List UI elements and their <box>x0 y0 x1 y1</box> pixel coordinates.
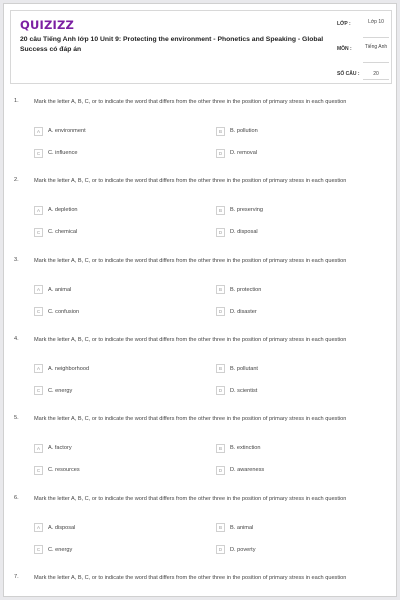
question-number: 6. <box>14 494 19 501</box>
option-letter-box[interactable]: C <box>34 149 43 158</box>
question-text: Mark the letter A, B, C, or to indicate the word that differs from the other three in the position of primary stress in each question <box>34 99 347 105</box>
answer-option[interactable] <box>34 523 75 533</box>
count-underline <box>363 79 389 80</box>
answer-option[interactable] <box>216 148 257 158</box>
option-text: B. pollutant <box>230 365 258 372</box>
question-item <box>4 574 397 597</box>
option-letter-box[interactable]: B <box>216 444 225 453</box>
answer-option[interactable] <box>216 386 257 396</box>
option-text: A. environment <box>48 128 86 134</box>
option-text: D. disaster <box>230 308 257 315</box>
question-item <box>4 336 397 416</box>
option-letter-box[interactable]: D <box>216 545 225 554</box>
answer-option[interactable] <box>34 148 78 158</box>
question-number: 7. <box>14 573 19 580</box>
answer-option[interactable] <box>216 307 257 317</box>
option-text: D. awareness <box>230 467 265 474</box>
option-text: C. energy <box>48 387 73 394</box>
question-number: 2. <box>14 177 19 184</box>
question-text: Mark the letter A, B, C, or to indicate the word that differs from the other three in the position of primary stress in each question <box>34 416 347 423</box>
option-text: D. disposal <box>230 229 258 236</box>
subject-underline <box>363 62 389 63</box>
option-letter-box[interactable]: C <box>34 466 43 475</box>
worksheet-title: 20 câu Tiếng Anh lớp 10 Unit 9: Protecting the environment - Phonetics and Speaking - Global Success có đáp án <box>20 36 324 53</box>
option-letter-box[interactable]: B <box>216 127 225 136</box>
answer-option[interactable] <box>34 205 78 215</box>
quizizz-logo[interactable]: QUIZIZZ <box>20 18 75 32</box>
option-text: A. factory <box>48 445 72 452</box>
class-value: Lớp 10 <box>368 19 384 25</box>
answer-option[interactable] <box>34 545 72 555</box>
option-text: A. depletion <box>48 207 78 214</box>
option-letter-box[interactable]: B <box>216 364 225 373</box>
count-value: 20 <box>373 71 379 77</box>
question-number: 5. <box>14 415 19 422</box>
option-letter-box[interactable]: B <box>216 523 225 532</box>
option-text: C. energy <box>48 546 73 553</box>
worksheet-page <box>3 3 397 597</box>
answer-option[interactable] <box>216 545 256 555</box>
question-text: Mark the letter A, B, C, or to indicate the word that differs from the other three in the position of primary stress in each question <box>34 257 347 264</box>
option-text: B. protection <box>230 286 262 293</box>
question-item <box>4 98 397 178</box>
option-letter-box[interactable]: A <box>34 127 43 136</box>
question-number: 1. <box>14 98 19 104</box>
option-text: D. scientist <box>230 387 258 394</box>
option-text: B. preserving <box>230 207 263 214</box>
option-letter-box[interactable]: A <box>34 206 43 215</box>
question-item <box>4 495 397 575</box>
option-letter-box[interactable]: B <box>216 285 225 294</box>
option-text: B. pollution <box>230 128 258 134</box>
question-text: Mark the letter A, B, C, or to indicate the word that differs from the other three in the position of primary stress in each question <box>34 178 347 185</box>
answer-option[interactable] <box>216 227 258 237</box>
option-letter-box[interactable]: C <box>34 386 43 395</box>
question-item <box>4 415 397 495</box>
option-text: C. chemical <box>48 229 78 236</box>
option-letter-box[interactable]: C <box>34 545 43 554</box>
option-letter-box[interactable]: D <box>216 466 225 475</box>
option-letter-box[interactable]: A <box>34 444 43 453</box>
subject-label: MÔN : <box>337 46 352 52</box>
answer-option[interactable] <box>216 285 261 295</box>
option-text: C. influence <box>48 150 78 156</box>
answer-option[interactable] <box>34 227 77 237</box>
question-text: Mark the letter A, B, C, or to indicate the word that differs from the other three in the position of primary stress in each question <box>34 336 347 343</box>
option-letter-box[interactable]: B <box>216 206 225 215</box>
answer-option[interactable] <box>34 465 80 475</box>
option-text: A. disposal <box>48 524 76 531</box>
answer-option[interactable] <box>34 443 72 453</box>
option-text: C. confusion <box>48 308 80 315</box>
question-text: Mark the letter A, B, C, or to indicate the word that differs from the other three in the position of primary stress in each question <box>34 495 347 502</box>
option-text: D. removal <box>230 150 258 156</box>
option-letter-box[interactable]: D <box>216 307 225 316</box>
question-number: 3. <box>14 256 19 263</box>
option-letter-box[interactable]: C <box>34 307 43 316</box>
answer-option[interactable] <box>34 386 72 396</box>
question-number: 4. <box>14 335 19 342</box>
option-text: B. extinction <box>230 445 261 452</box>
answer-option[interactable] <box>216 465 264 475</box>
answer-option[interactable] <box>216 523 253 533</box>
answer-option[interactable] <box>34 285 71 295</box>
option-letter-box[interactable]: D <box>216 228 225 237</box>
answer-option[interactable] <box>34 364 89 374</box>
answer-option[interactable] <box>216 126 258 136</box>
option-letter-box[interactable]: A <box>34 523 43 532</box>
option-letter-box[interactable]: D <box>216 386 225 395</box>
class-underline <box>363 37 389 38</box>
option-letter-box[interactable]: C <box>34 228 43 237</box>
answer-option[interactable] <box>34 126 86 136</box>
question-item <box>4 177 397 257</box>
question-item <box>4 257 397 337</box>
option-text: A. neighborhood <box>48 365 90 372</box>
class-label: LỚP : <box>337 21 351 27</box>
option-text: C. resources <box>48 467 80 474</box>
option-text: A. animal <box>48 286 72 293</box>
option-text: B. animal <box>230 524 254 531</box>
option-text: D. poverty <box>230 546 256 553</box>
option-letter-box[interactable]: A <box>34 364 43 373</box>
answer-option[interactable] <box>216 364 258 374</box>
option-letter-box[interactable]: D <box>216 149 225 158</box>
subject-value: Tiếng Anh <box>364 44 388 50</box>
answer-option[interactable] <box>216 443 260 453</box>
worksheet-header <box>10 10 392 84</box>
count-label: SỐ CÂU : <box>337 71 360 77</box>
answer-option[interactable] <box>34 307 79 317</box>
answer-option[interactable] <box>216 205 263 215</box>
option-letter-box[interactable]: A <box>34 285 43 294</box>
question-text: Mark the letter A, B, C, or to indicate the word that differs from the other three in the position of primary stress in each question <box>34 574 347 581</box>
